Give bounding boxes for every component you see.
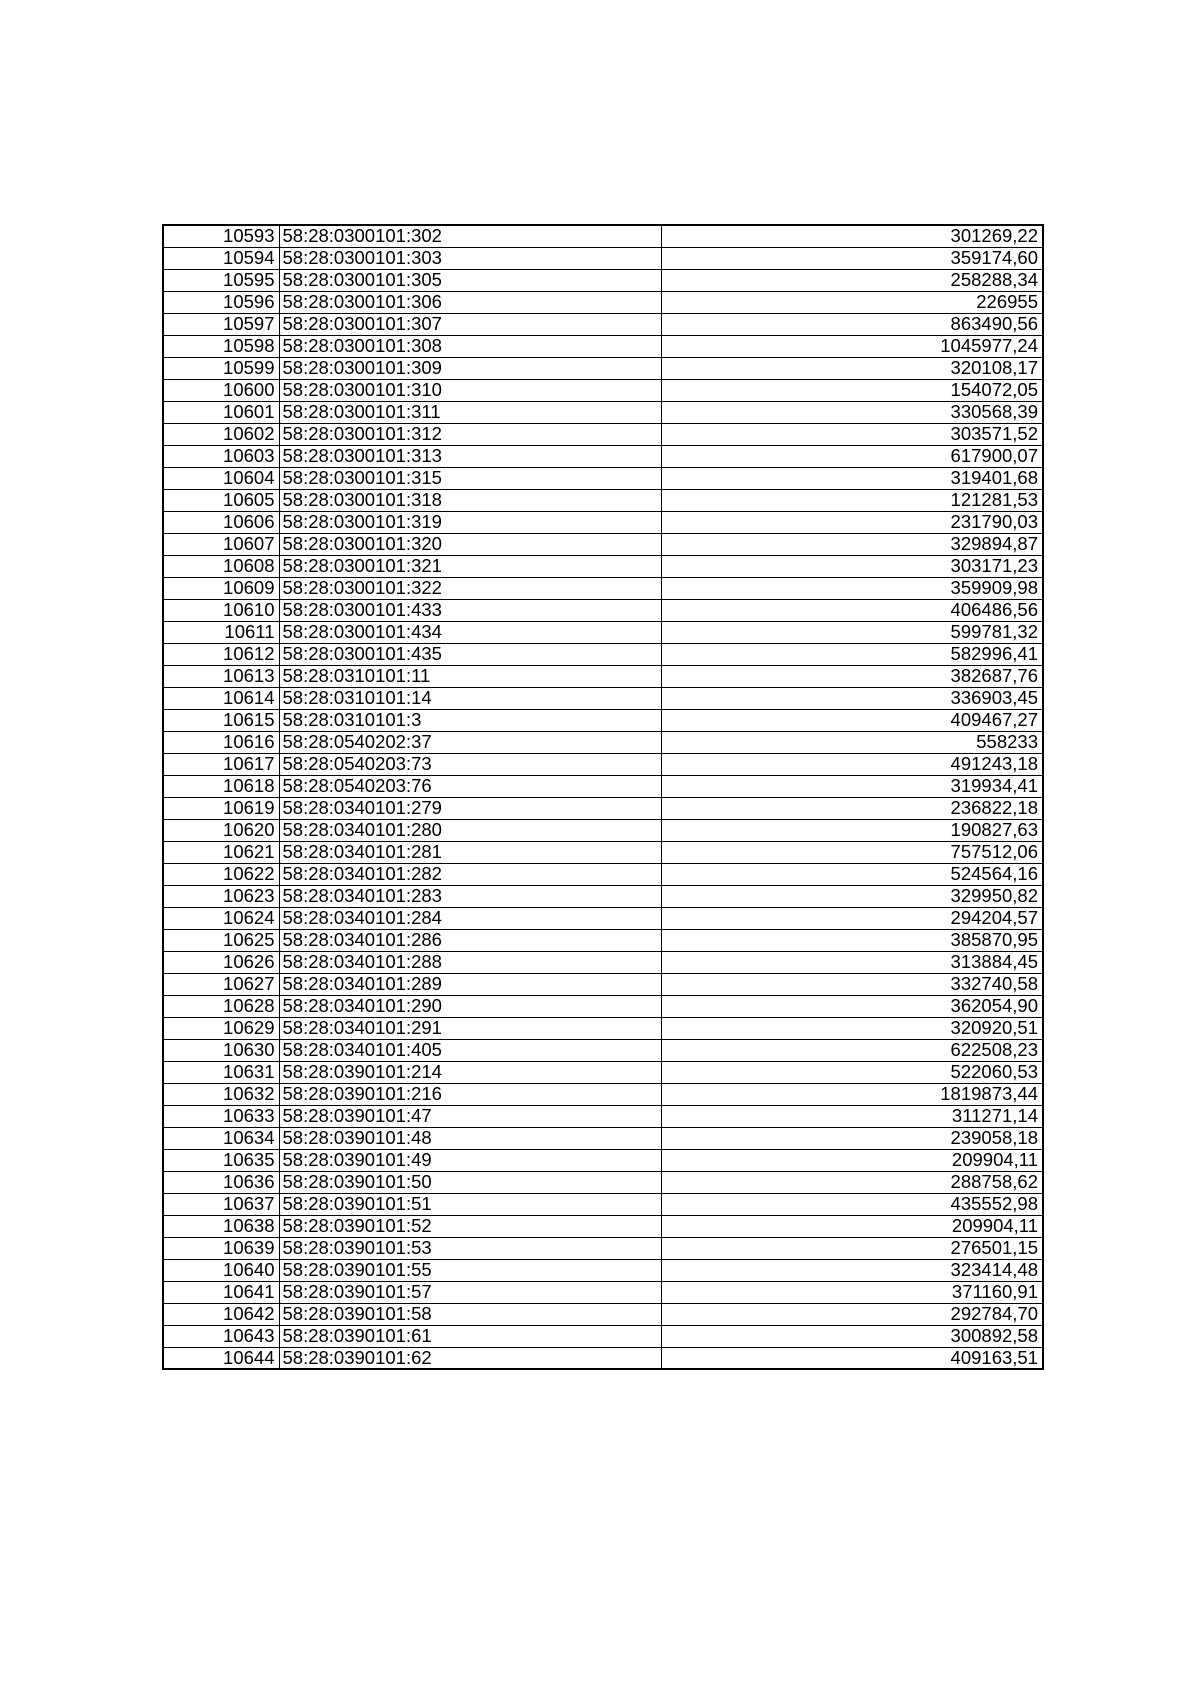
row-number-cell: 10644	[163, 1347, 279, 1369]
value-cell: 258288,34	[661, 269, 1043, 291]
row-number-cell: 10597	[163, 313, 279, 335]
row-number-cell: 10628	[163, 995, 279, 1017]
table-row	[163, 841, 1043, 863]
value-cell: 329950,82	[661, 885, 1043, 907]
value-cell: 231790,03	[661, 511, 1043, 533]
table-row	[163, 885, 1043, 907]
row-number-cell: 10621	[163, 841, 279, 863]
table-row	[163, 797, 1043, 819]
table-row	[163, 1149, 1043, 1171]
row-number-cell: 10595	[163, 269, 279, 291]
cadastral-number-cell: 58:28:0300101:322	[279, 577, 661, 599]
row-number-cell: 10615	[163, 709, 279, 731]
row-number-cell: 10632	[163, 1083, 279, 1105]
cadastral-number-cell: 58:28:0340101:284	[279, 907, 661, 929]
table-row	[163, 577, 1043, 599]
cadastral-number-cell: 58:28:0300101:302	[279, 225, 661, 247]
cadastral-number-cell: 58:28:0300101:307	[279, 313, 661, 335]
value-cell: 319934,41	[661, 775, 1043, 797]
value-cell: 617900,07	[661, 445, 1043, 467]
cadastral-number-cell: 58:28:0390101:62	[279, 1347, 661, 1369]
value-cell: 311271,14	[661, 1105, 1043, 1127]
value-cell: 371160,91	[661, 1281, 1043, 1303]
value-cell: 359174,60	[661, 247, 1043, 269]
table-row	[163, 907, 1043, 929]
value-cell: 236822,18	[661, 797, 1043, 819]
cadastral-number-cell: 58:28:0300101:320	[279, 533, 661, 555]
row-number-cell: 10594	[163, 247, 279, 269]
row-number-cell: 10601	[163, 401, 279, 423]
table-row	[163, 1127, 1043, 1149]
cadastral-number-cell: 58:28:0340101:289	[279, 973, 661, 995]
row-number-cell: 10630	[163, 1039, 279, 1061]
table-row	[163, 489, 1043, 511]
table-row	[163, 1215, 1043, 1237]
table-row	[163, 687, 1043, 709]
cadastral-number-cell: 58:28:0300101:311	[279, 401, 661, 423]
row-number-cell: 10610	[163, 599, 279, 621]
cadastral-number-cell: 58:28:0540203:76	[279, 775, 661, 797]
row-number-cell: 10613	[163, 665, 279, 687]
value-cell: 303171,23	[661, 555, 1043, 577]
table-row	[163, 225, 1043, 247]
table-row	[163, 357, 1043, 379]
value-cell: 524564,16	[661, 863, 1043, 885]
value-cell: 409467,27	[661, 709, 1043, 731]
value-cell: 320920,51	[661, 1017, 1043, 1039]
value-cell: 558233	[661, 731, 1043, 753]
cadastral-number-cell: 58:28:0300101:309	[279, 357, 661, 379]
cadastral-number-cell: 58:28:0340101:286	[279, 929, 661, 951]
value-cell: 320108,17	[661, 357, 1043, 379]
cadastral-number-cell: 58:28:0300101:313	[279, 445, 661, 467]
table-row	[163, 1193, 1043, 1215]
row-number-cell: 10600	[163, 379, 279, 401]
row-number-cell: 10622	[163, 863, 279, 885]
table-row	[163, 291, 1043, 313]
table-row	[163, 973, 1043, 995]
cadastral-number-cell: 58:28:0390101:48	[279, 1127, 661, 1149]
row-number-cell: 10642	[163, 1303, 279, 1325]
row-number-cell: 10626	[163, 951, 279, 973]
cadastral-number-cell: 58:28:0340101:279	[279, 797, 661, 819]
value-cell: 359909,98	[661, 577, 1043, 599]
cadastral-number-cell: 58:28:0300101:312	[279, 423, 661, 445]
table-row	[163, 863, 1043, 885]
table-row	[163, 709, 1043, 731]
row-number-cell: 10609	[163, 577, 279, 599]
cadastral-number-cell: 58:28:0390101:49	[279, 1149, 661, 1171]
table-row	[163, 247, 1043, 269]
value-cell: 582996,41	[661, 643, 1043, 665]
cadastral-number-cell: 58:28:0340101:405	[279, 1039, 661, 1061]
table-row	[163, 1259, 1043, 1281]
row-number-cell: 10620	[163, 819, 279, 841]
value-cell: 294204,57	[661, 907, 1043, 929]
cadastral-number-cell: 58:28:0390101:58	[279, 1303, 661, 1325]
row-number-cell: 10603	[163, 445, 279, 467]
row-number-cell: 10625	[163, 929, 279, 951]
value-cell: 239058,18	[661, 1127, 1043, 1149]
value-cell: 292784,70	[661, 1303, 1043, 1325]
cadastral-number-cell: 58:28:0340101:288	[279, 951, 661, 973]
table-row	[163, 555, 1043, 577]
cadastral-number-cell: 58:28:0390101:53	[279, 1237, 661, 1259]
table-row	[163, 775, 1043, 797]
cadastral-number-cell: 58:28:0340101:282	[279, 863, 661, 885]
value-cell: 1819873,44	[661, 1083, 1043, 1105]
table-row	[163, 1325, 1043, 1347]
cadastral-number-cell: 58:28:0340101:291	[279, 1017, 661, 1039]
table-row	[163, 533, 1043, 555]
cadastral-number-cell: 58:28:0390101:47	[279, 1105, 661, 1127]
cadastral-number-cell: 58:28:0300101:319	[279, 511, 661, 533]
cadastral-number-cell: 58:28:0300101:318	[279, 489, 661, 511]
cadastral-number-cell: 58:28:0340101:283	[279, 885, 661, 907]
value-cell: 599781,32	[661, 621, 1043, 643]
value-cell: 1045977,24	[661, 335, 1043, 357]
value-cell: 409163,51	[661, 1347, 1043, 1369]
table-row	[163, 599, 1043, 621]
row-number-cell: 10608	[163, 555, 279, 577]
table-row	[163, 313, 1043, 335]
row-number-cell: 10624	[163, 907, 279, 929]
row-number-cell: 10611	[163, 621, 279, 643]
value-cell: 522060,53	[661, 1061, 1043, 1083]
table-row	[163, 665, 1043, 687]
row-number-cell: 10607	[163, 533, 279, 555]
cadastral-number-cell: 58:28:0310101:11	[279, 665, 661, 687]
table-row	[163, 1083, 1043, 1105]
value-cell: 382687,76	[661, 665, 1043, 687]
value-cell: 406486,56	[661, 599, 1043, 621]
cadastral-number-cell: 58:28:0300101:305	[279, 269, 661, 291]
row-number-cell: 10639	[163, 1237, 279, 1259]
row-number-cell: 10593	[163, 225, 279, 247]
table-row	[163, 335, 1043, 357]
row-number-cell: 10616	[163, 731, 279, 753]
value-cell: 362054,90	[661, 995, 1043, 1017]
row-number-cell: 10643	[163, 1325, 279, 1347]
table-row	[163, 379, 1043, 401]
table-row	[163, 1303, 1043, 1325]
table-row	[163, 511, 1043, 533]
table-row	[163, 1171, 1043, 1193]
row-number-cell: 10596	[163, 291, 279, 313]
table-row	[163, 1061, 1043, 1083]
value-cell: 301269,22	[661, 225, 1043, 247]
table-row	[163, 445, 1043, 467]
value-cell: 435552,98	[661, 1193, 1043, 1215]
row-number-cell: 10637	[163, 1193, 279, 1215]
row-number-cell: 10618	[163, 775, 279, 797]
row-number-cell: 10623	[163, 885, 279, 907]
row-number-cell: 10612	[163, 643, 279, 665]
table-row	[163, 819, 1043, 841]
cadastral-number-cell: 58:28:0300101:310	[279, 379, 661, 401]
row-number-cell: 10629	[163, 1017, 279, 1039]
value-cell: 491243,18	[661, 753, 1043, 775]
row-number-cell: 10633	[163, 1105, 279, 1127]
cadastral-number-cell: 58:28:0300101:306	[279, 291, 661, 313]
cadastral-number-cell: 58:28:0300101:303	[279, 247, 661, 269]
value-cell: 385870,95	[661, 929, 1043, 951]
row-number-cell: 10640	[163, 1259, 279, 1281]
value-cell: 209904,11	[661, 1149, 1043, 1171]
cadastral-number-cell: 58:28:0540203:73	[279, 753, 661, 775]
table-row	[163, 467, 1043, 489]
table-row	[163, 1017, 1043, 1039]
cadastral-number-cell: 58:28:0300101:434	[279, 621, 661, 643]
value-cell: 209904,11	[661, 1215, 1043, 1237]
value-cell: 121281,53	[661, 489, 1043, 511]
row-number-cell: 10606	[163, 511, 279, 533]
value-cell: 190827,63	[661, 819, 1043, 841]
row-number-cell: 10599	[163, 357, 279, 379]
table-row	[163, 1281, 1043, 1303]
table-row	[163, 1237, 1043, 1259]
table-row	[163, 1039, 1043, 1061]
table-row	[163, 269, 1043, 291]
value-cell: 313884,45	[661, 951, 1043, 973]
value-cell: 319401,68	[661, 467, 1043, 489]
row-number-cell: 10605	[163, 489, 279, 511]
value-cell: 323414,48	[661, 1259, 1043, 1281]
registry-table	[162, 224, 1044, 1370]
cadastral-number-cell: 58:28:0390101:214	[279, 1061, 661, 1083]
value-cell: 330568,39	[661, 401, 1043, 423]
value-cell: 276501,15	[661, 1237, 1043, 1259]
table-row	[163, 731, 1043, 753]
row-number-cell: 10619	[163, 797, 279, 819]
cadastral-number-cell: 58:28:0300101:435	[279, 643, 661, 665]
cadastral-number-cell: 58:28:0300101:433	[279, 599, 661, 621]
row-number-cell: 10634	[163, 1127, 279, 1149]
value-cell: 757512,06	[661, 841, 1043, 863]
value-cell: 303571,52	[661, 423, 1043, 445]
row-number-cell: 10604	[163, 467, 279, 489]
cadastral-number-cell: 58:28:0390101:50	[279, 1171, 661, 1193]
value-cell: 329894,87	[661, 533, 1043, 555]
row-number-cell: 10598	[163, 335, 279, 357]
table-row	[163, 401, 1043, 423]
cadastral-number-cell: 58:28:0390101:51	[279, 1193, 661, 1215]
value-cell: 336903,45	[661, 687, 1043, 709]
row-number-cell: 10627	[163, 973, 279, 995]
cadastral-number-cell: 58:28:0390101:55	[279, 1259, 661, 1281]
cadastral-number-cell: 58:28:0390101:61	[279, 1325, 661, 1347]
table-row	[163, 951, 1043, 973]
value-cell: 622508,23	[661, 1039, 1043, 1061]
row-number-cell: 10638	[163, 1215, 279, 1237]
row-number-cell: 10635	[163, 1149, 279, 1171]
row-number-cell: 10602	[163, 423, 279, 445]
cadastral-number-cell: 58:28:0340101:290	[279, 995, 661, 1017]
registry-table-body	[163, 225, 1043, 1369]
table-row	[163, 753, 1043, 775]
table-row	[163, 1347, 1043, 1369]
cadastral-number-cell: 58:28:0340101:280	[279, 819, 661, 841]
table-row	[163, 1105, 1043, 1127]
cadastral-number-cell: 58:28:0390101:57	[279, 1281, 661, 1303]
cadastral-number-cell: 58:28:0300101:321	[279, 555, 661, 577]
cadastral-number-cell: 58:28:0390101:52	[279, 1215, 661, 1237]
table-row	[163, 995, 1043, 1017]
cadastral-number-cell: 58:28:0390101:216	[279, 1083, 661, 1105]
row-number-cell: 10631	[163, 1061, 279, 1083]
cadastral-number-cell: 58:28:0340101:281	[279, 841, 661, 863]
value-cell: 300892,58	[661, 1325, 1043, 1347]
cadastral-number-cell: 58:28:0310101:3	[279, 709, 661, 731]
cadastral-number-cell: 58:28:0540202:37	[279, 731, 661, 753]
value-cell: 226955	[661, 291, 1043, 313]
table-row	[163, 621, 1043, 643]
value-cell: 154072,05	[661, 379, 1043, 401]
value-cell: 332740,58	[661, 973, 1043, 995]
row-number-cell: 10614	[163, 687, 279, 709]
table-row	[163, 929, 1043, 951]
value-cell: 863490,56	[661, 313, 1043, 335]
table-row	[163, 643, 1043, 665]
row-number-cell: 10617	[163, 753, 279, 775]
row-number-cell: 10636	[163, 1171, 279, 1193]
cadastral-number-cell: 58:28:0310101:14	[279, 687, 661, 709]
table-row	[163, 423, 1043, 445]
value-cell: 288758,62	[661, 1171, 1043, 1193]
cadastral-number-cell: 58:28:0300101:308	[279, 335, 661, 357]
cadastral-number-cell: 58:28:0300101:315	[279, 467, 661, 489]
row-number-cell: 10641	[163, 1281, 279, 1303]
